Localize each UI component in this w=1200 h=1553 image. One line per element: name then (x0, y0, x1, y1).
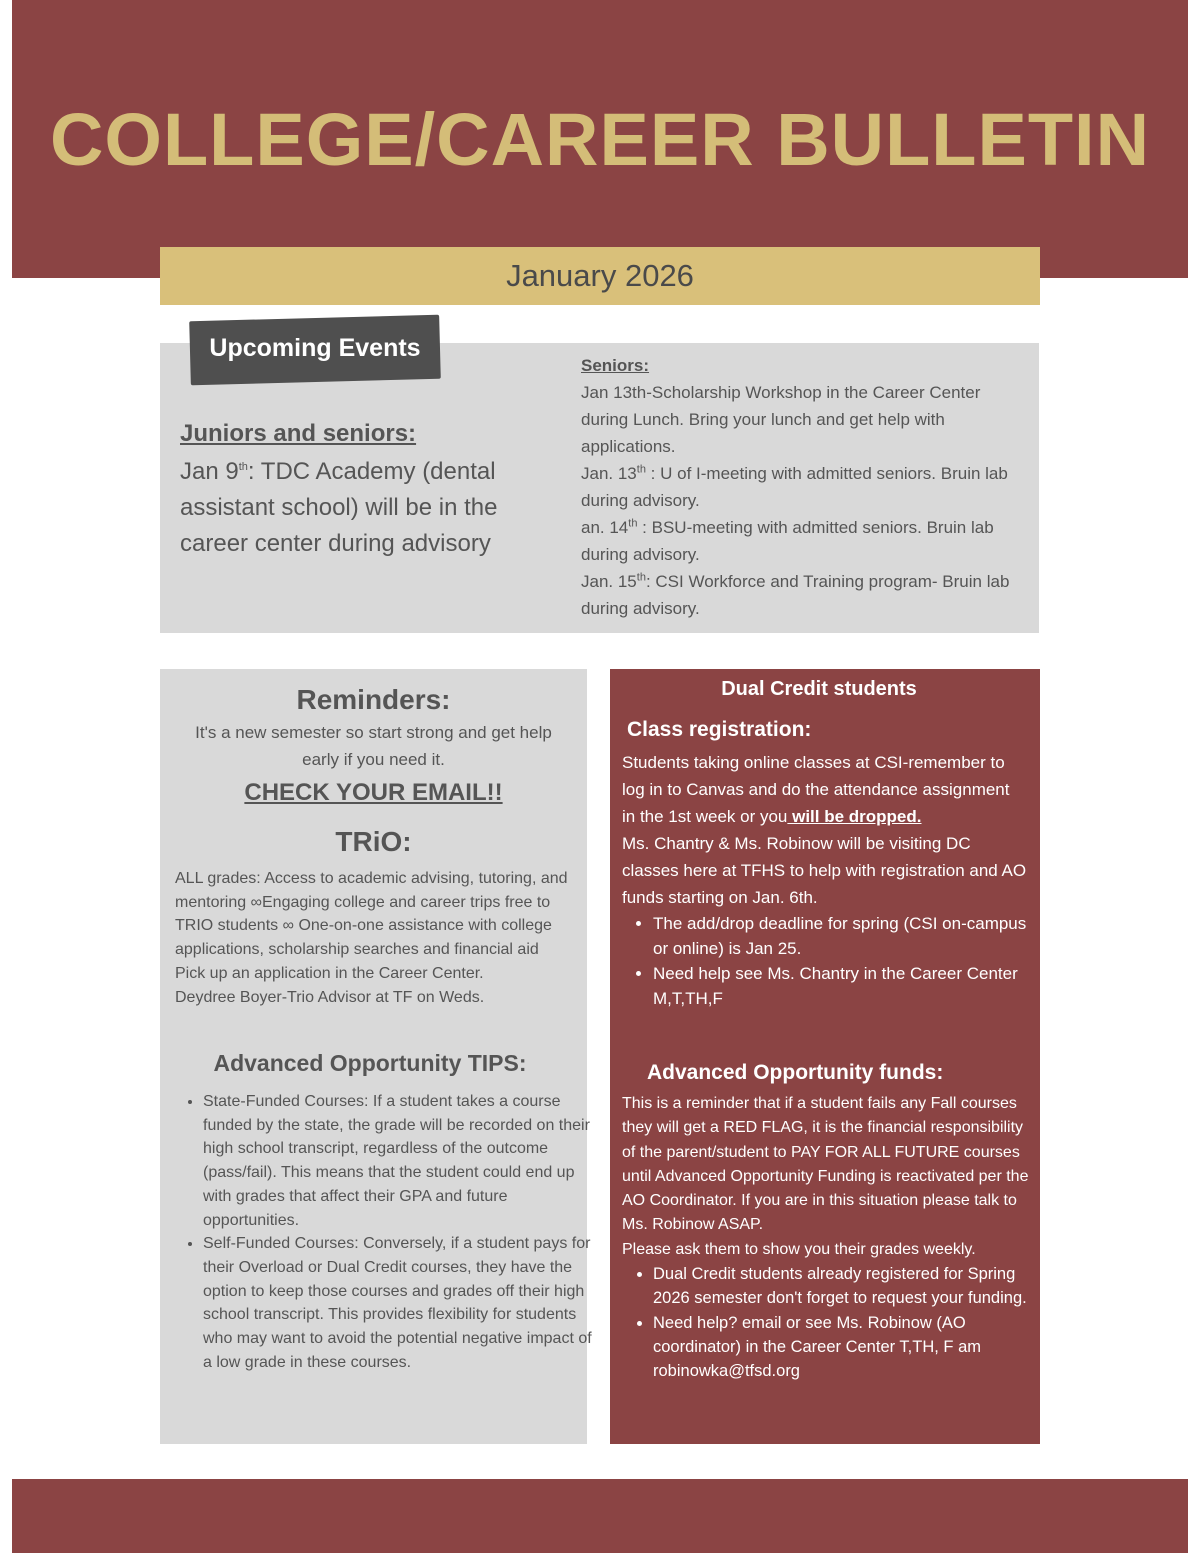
seniors-event-item: Jan 13th-Scholarship Workshop in the Career Center during Lunch. Bring your lunch and get help with applications. (581, 383, 981, 456)
juniors-event-text: : TDC Academy (dental assistant school) will be in the career center during advisory (180, 458, 498, 557)
online-classes-note (622, 749, 1027, 830)
seniors-events (581, 352, 1011, 622)
event-text: : U of I-meeting with admitted seniors. Bruin lab during advisory. (581, 464, 1008, 510)
ao-funds-body (622, 1092, 1030, 1384)
juniors-heading: Juniors and seniors: (180, 420, 417, 447)
visit-note: Ms. Chantry & Ms. Robinow will be visiting DC classes here at TFHS to help with registration and AO funds starting on Jan. 6th. (622, 834, 1027, 907)
event-date-suffix: th (636, 463, 646, 476)
reminders-title: Reminders: (296, 684, 451, 715)
seniors-event-item (581, 514, 1011, 568)
ao-funds-title: Advanced Opportunity funds: (647, 1061, 944, 1084)
seniors-heading: Seniors: (581, 356, 650, 375)
online-classes-text: Students taking online classes at CSI-remember to log in to Canvas and do the attendance assignment in the 1st week or you (622, 753, 1010, 826)
list-item: • Dual Credit students already registered for Spring 2026 semester don't forget to request your funding. (653, 1262, 1030, 1311)
juniors-event (180, 454, 540, 562)
event-date: an. 14 (581, 518, 629, 537)
dropped-warning: will be dropped. (787, 807, 922, 826)
reminders-text: It's a new semester so start strong and get help early if you need it. (195, 723, 552, 769)
trio-pickup: Pick up an application in the Career Center. (175, 964, 484, 982)
class-registration-body (622, 749, 1027, 1011)
footer-band (12, 1479, 1188, 1553)
seniors-event-item (581, 568, 1011, 622)
grades-note: Please ask them to show you their grades weekly. (622, 1240, 976, 1258)
list-item: • Self-Funded Courses: Conversely, if a student pays for their Overload or Dual Credit courses, they have the option to keep those courses and grades off their high school transcript. This provides flexibility for students who may want to avoid the potential negative impact of a low grade in these courses. (203, 1232, 603, 1374)
trio-description: ALL grades: Access to academic advising, tutoring, and mentoring ∞Engaging college and career trips free to TRIO students ∞ One-on-one assistance with college applications, scholarship searches and financial aid (175, 870, 568, 959)
juniors-event-date-suffix: th (238, 461, 248, 473)
seniors-event-item (581, 460, 1011, 514)
trio-advisor: Deydree Boyer-Trio Advisor at TF on Weds. (175, 988, 485, 1006)
list-item: • Need help see Ms. Chantry in the Career Center M,T,TH,F (653, 961, 1027, 1011)
bulletin-title: COLLEGE/CAREER BULLETIN (49, 98, 1151, 181)
juniors-event-date: Jan 9 (180, 458, 239, 485)
list-item: • State-Funded Courses: If a student takes a course funded by the state, the grade will be recorded on their high school transcript, regardless of the outcome (pass/fail). This means that the student could end up with grades that affect their GPA and future opportunities. (203, 1090, 603, 1232)
ao-tips-title: Advanced Opportunity TIPS: (213, 1050, 527, 1076)
event-date-suffix: th (636, 571, 646, 584)
event-date: Jan. 13 (581, 464, 637, 483)
event-date-suffix: th (628, 517, 638, 530)
class-registration-title: Class registration: (627, 718, 812, 741)
dual-credit-title: Dual Credit students (721, 678, 917, 700)
event-date: Jan. 15 (581, 572, 637, 591)
registration-list (622, 911, 1027, 1011)
list-item: • Need help? email or see Ms. Robinow (AO coordinator) in the Career Center T,TH, F am robinowka@tfsd.org (653, 1311, 1030, 1384)
upcoming-events-label: Upcoming Events (209, 334, 421, 362)
ao-tips-list (175, 1090, 603, 1374)
list-item: • The add/drop deadline for spring (CSI on-campus or online) is Jan 25. (653, 911, 1027, 961)
bulletin-date: January 2026 (506, 258, 694, 293)
trio-text (175, 867, 570, 1009)
event-text: : CSI Workforce and Training program- Bruin lab during advisory. (581, 572, 1010, 618)
trio-title: TRiO: (335, 826, 412, 857)
ao-funds-text: This is a reminder that if a student fails any Fall courses they will get a RED FLAG, it is the financial responsibility of the parent/student to PAY FOR ALL FUTURE courses until Advanced Opportunity Funding is reactivated per the AO Coordinator. If you are in this situation please talk to Ms. Robinow ASAP. (622, 1095, 1029, 1234)
ao-funds-list (622, 1262, 1030, 1383)
event-text: : BSU-meeting with admitted seniors. Bruin lab during advisory. (581, 518, 994, 564)
check-email-notice: CHECK YOUR EMAIL!! (244, 779, 503, 806)
